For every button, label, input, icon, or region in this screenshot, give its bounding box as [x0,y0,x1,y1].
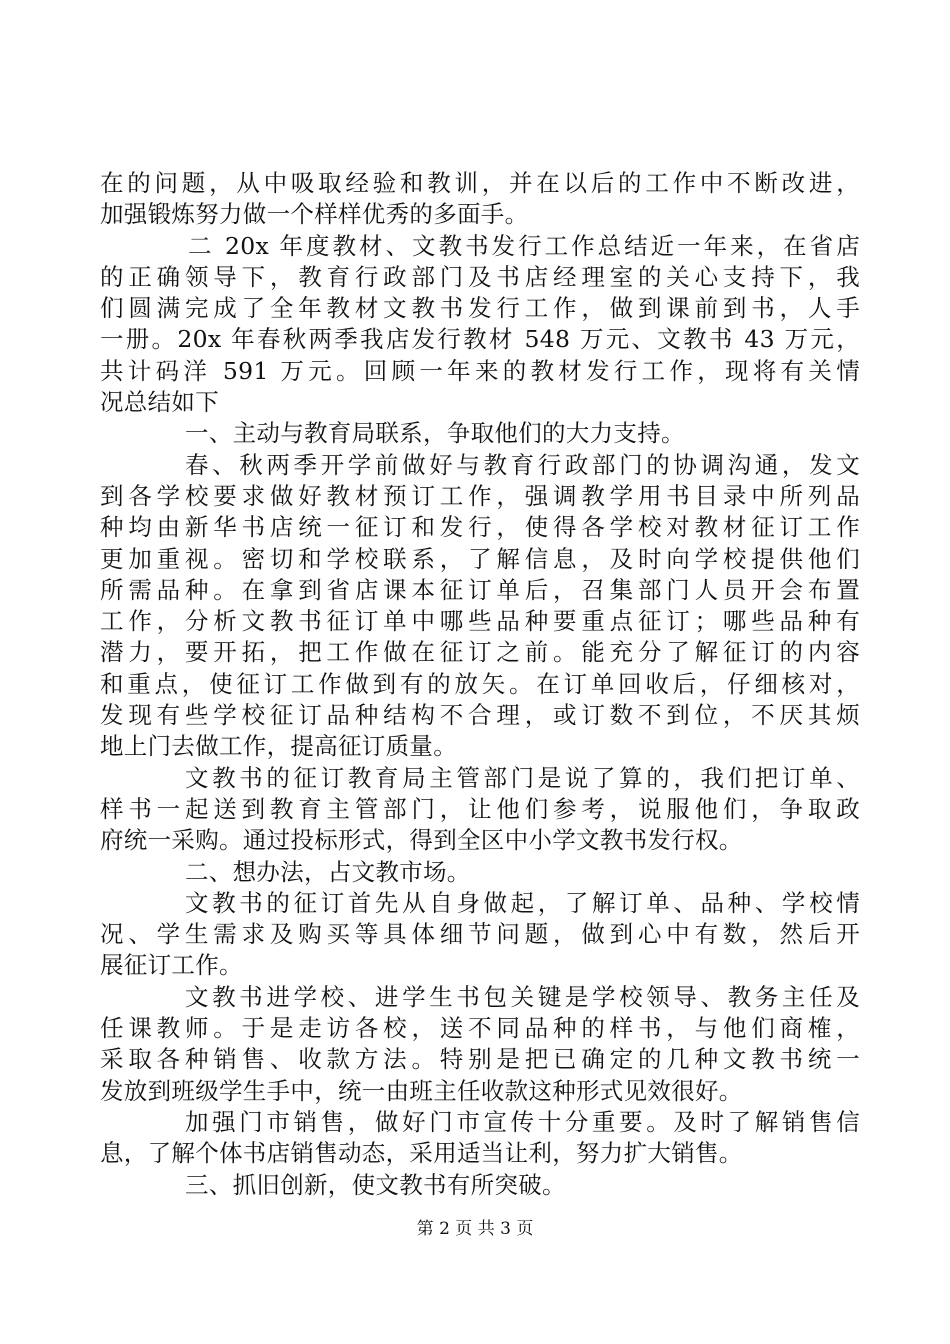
paragraph-start-line: 加强门市销售，做好门市宣传十分重要。及时了解销售信 [185,1107,860,1136]
text-line: 息，了解个体书店销售动态，采用适当让利，努力扩大销售。 [100,1139,743,1168]
text-line: 况、学生需求及购买等具体细节问题，做到心中有数，然后开 [100,920,860,949]
text-line: 在的问题，从中吸取经验和教训，并在以后的工作中不断改进， [100,169,860,197]
text-line: 和重点，使征订工作做到有的放矢。在订单回收后，仔细核对， [100,669,860,698]
page-number-footer: 第 2 页 共 3 页 [416,1219,534,1239]
text-line: 发放到班级学生手中，统一由班主任收款这种形式见效很好。 [100,1076,743,1105]
text-line: 展征订工作。 [100,951,243,980]
text-line: 到各学校要求做好教材预订工作，强调教学用书目录中所列品 [100,481,860,510]
paragraph-start-line: 二 20x 年度教材、文教书发行工作总结近一年来，在省店 [188,231,860,260]
text-line: 加强锻炼努力做一个样样优秀的多面手。 [100,200,529,229]
text-line: 共计码洋 591 万元。回顾一年来的教材发行工作，现将有关情 [100,356,860,385]
section-heading: 二、想办法，占文教市场。 [185,857,471,886]
text-line: 发现有些学校征订品种结构不合理，或订数不到位，不厌其烦 [100,701,860,730]
text-line: 所需品种。在拿到省店课本征订单后，召集部门人员开会布置 [100,575,860,604]
text-line: 任课教师。于是走访各校，送不同品种的样书，与他们商榷， [100,1014,860,1043]
text-line: 一册。20x 年春秋两季我店发行教材 548 万元、文教书 43 万元， [100,325,860,354]
section-heading: 三、抓旧创新，使文教书有所突破。 [185,1170,566,1199]
paragraph-start-line: 春、秋两季开学前做好与教育行政部门的协调沟通，发文 [185,450,860,479]
text-line: 种均由新华书店统一征订和发行，使得各学校对教材征订工作 [100,513,860,542]
section-heading: 一、主动与教育局联系，争取他们的大力支持。 [185,419,685,448]
paragraph-start-line: 文教书进学校、进学生书包关键是学校领导、教务主任及 [185,982,860,1011]
text-line: 地上门去做工作，提高征订质量。 [100,732,457,761]
text-line: 工作，分析文教书征订单中哪些品种要重点征订；哪些品种有 [100,607,860,636]
text-line: 们圆满完成了全年教材文教书发行工作，做到课前到书，人手 [100,294,860,323]
text-line: 的正确领导下，教育行政部门及书店经理室的关心支持下，我 [100,262,860,291]
paragraph-start-line: 文教书的征订教育局主管部门是说了算的，我们把订单、 [185,763,860,792]
text-line: 更加重视。密切和学校联系，了解信息，及时向学校提供他们 [100,544,860,573]
text-line: 况总结如下 [100,388,219,417]
paragraph-start-line: 文教书的征订首先从自身做起，了解订单、品种、学校情 [185,888,860,917]
body-text [100,168,860,1201]
text-line: 采取各种销售、收款方法。特别是把已确定的几种文教书统一 [100,1045,860,1074]
text-line: 潜力，要开拓，把工作做在征订之前。能充分了解征订的内容 [100,638,860,667]
text-line: 样书一起送到教育主管部门，让他们参考，说服他们，争取政 [100,794,860,823]
text-line: 府统一采购。通过投标形式，得到全区中小学文教书发行权。 [100,826,743,855]
